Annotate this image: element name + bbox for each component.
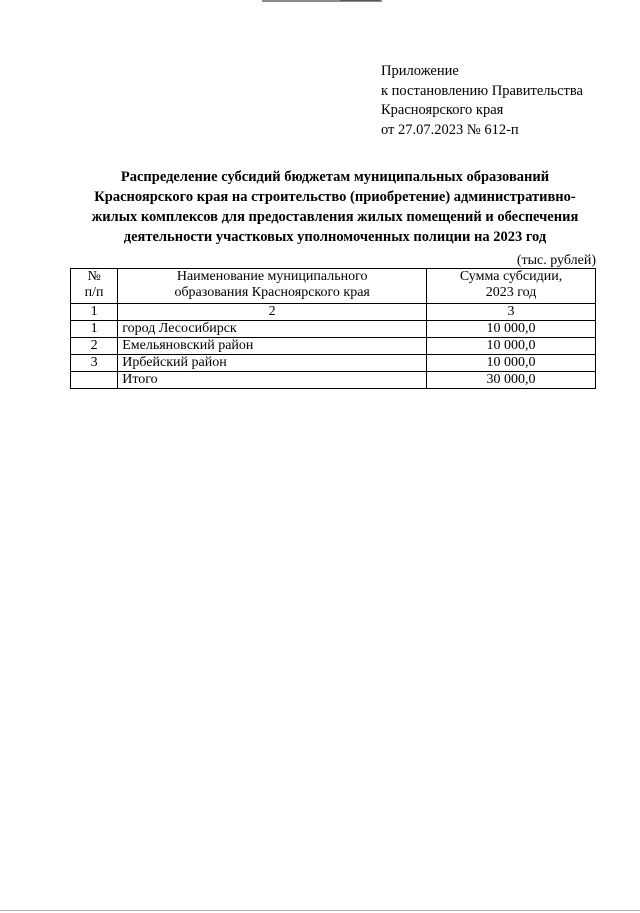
scan-artifact-top-dark bbox=[340, 0, 380, 1]
table-row bbox=[71, 355, 596, 372]
appendix-block bbox=[381, 62, 583, 140]
table-header-row bbox=[71, 269, 596, 304]
scan-artifact-bottom bbox=[0, 910, 640, 911]
column-index-row bbox=[71, 304, 596, 321]
table-row bbox=[71, 338, 596, 355]
header-num bbox=[71, 269, 118, 304]
header-num-line: п/п bbox=[84, 285, 104, 300]
table-row bbox=[71, 321, 596, 338]
row-name: Ирбейский район bbox=[118, 355, 427, 372]
column-index-cell: 2 bbox=[118, 304, 427, 321]
appendix-line: Приложение bbox=[381, 63, 459, 79]
total-label: Итого bbox=[118, 372, 427, 389]
column-index-cell: 3 bbox=[427, 304, 596, 321]
row-sum: 10 000,0 bbox=[427, 321, 596, 338]
appendix-line: Красноярского края bbox=[381, 102, 504, 118]
row-num: 1 bbox=[71, 321, 118, 338]
total-num-empty bbox=[71, 372, 118, 389]
row-name: город Лесосибирск bbox=[118, 321, 427, 338]
title-line: деятельности участковых уполномоченных полиции на 2023 год bbox=[123, 229, 547, 245]
row-num: 3 bbox=[71, 355, 118, 372]
row-sum: 10 000,0 bbox=[427, 355, 596, 372]
title-line: Распределение субсидий бюджетам муниципальных образований bbox=[120, 169, 550, 185]
row-sum: 10 000,0 bbox=[427, 338, 596, 355]
appendix-line: к постановлению Правительства bbox=[381, 82, 583, 99]
row-name: Емельяновский район bbox=[118, 338, 427, 355]
header-name-line: образования Красноярского края bbox=[174, 285, 370, 300]
appendix-line: от 27.07.2023 № 612-п bbox=[381, 121, 519, 138]
header-name-line: Наименование муниципального bbox=[176, 269, 368, 284]
column-index-cell: 1 bbox=[71, 304, 118, 321]
subsidies-table bbox=[70, 268, 596, 389]
unit-note: (тыс. рублей) bbox=[516, 253, 596, 268]
title-line: жилых комплексов для предоставления жилых помещений и обеспечения bbox=[91, 209, 579, 225]
total-sum: 30 000,0 bbox=[427, 372, 596, 389]
header-sum-line: 2023 год bbox=[485, 285, 537, 300]
document-title bbox=[70, 167, 600, 247]
row-num: 2 bbox=[71, 338, 118, 355]
total-row bbox=[71, 372, 596, 389]
header-sum-line: Сумма субсидии, bbox=[459, 269, 563, 284]
header-sum bbox=[427, 269, 596, 304]
title-line: Красноярского края на строительство (приобретение) административно- bbox=[94, 189, 576, 205]
header-num-line: № bbox=[87, 269, 101, 284]
header-name bbox=[118, 269, 427, 304]
